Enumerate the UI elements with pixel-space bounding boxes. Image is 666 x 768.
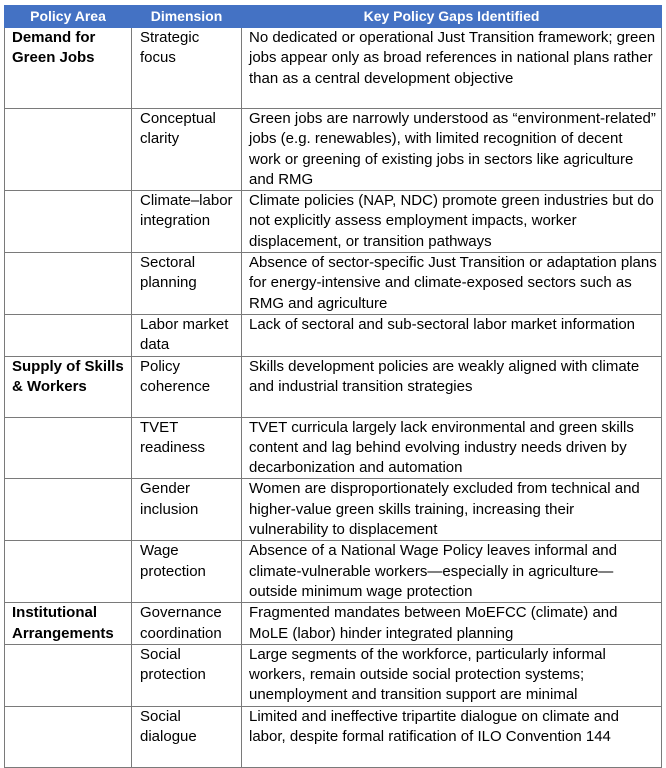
dimension-cell: Policy coherence [132, 356, 242, 417]
gap-cell: Women are disproportionately excluded from technical and higher-value green skills training, increasing their vulnerability to displacement [242, 479, 662, 541]
table-row [5, 706, 662, 767]
header-policy-area: Policy Area [5, 6, 132, 28]
gap-cell: Limited and ineffective tripartite dialogue on climate and labor, despite formal ratification of ILO Convention 144 [242, 706, 662, 767]
dimension-cell: TVET readiness [132, 417, 242, 479]
policy-area-cell [5, 109, 132, 191]
dimension-cell: Gender inclusion [132, 479, 242, 541]
dimension-cell: Wage protection [132, 541, 242, 603]
gap-cell: No dedicated or operational Just Transition framework; green jobs appear only as broad references in national plans rather than as a central development objective [242, 28, 662, 109]
table-row [5, 28, 662, 109]
policy-area-cell: Supply of Skills & Workers [5, 356, 132, 417]
header-dimension: Dimension [132, 6, 242, 28]
header-key-policy-gaps: Key Policy Gaps Identified [242, 6, 662, 28]
gap-cell: Fragmented mandates between MoEFCC (climate) and MoLE (labor) hinder integrated planning [242, 603, 662, 645]
dimension-cell: Strategic focus [132, 28, 242, 109]
dimension-cell: Sectoral planning [132, 253, 242, 315]
policy-area-cell [5, 706, 132, 767]
dimension-cell: Social protection [132, 644, 242, 706]
table-row [5, 109, 662, 191]
table-row [5, 479, 662, 541]
gap-cell: Skills development policies are weakly aligned with climate and industrial transition strategies [242, 356, 662, 417]
policy-area-cell [5, 479, 132, 541]
table-row [5, 253, 662, 315]
dimension-cell: Labor market data [132, 314, 242, 356]
dimension-cell: Climate–labor integration [132, 191, 242, 253]
table-row [5, 417, 662, 479]
table-row [5, 644, 662, 706]
gap-cell: Absence of sector-specific Just Transition or adaptation plans for energy-intensive and climate-exposed sectors such as RMG and agriculture [242, 253, 662, 315]
gap-cell: Climate policies (NAP, NDC) promote green industries but do not explicitly assess employment impacts, worker displacement, or transition pathways [242, 191, 662, 253]
dimension-cell: Social dialogue [132, 706, 242, 767]
policy-area-cell [5, 541, 132, 603]
dimension-cell: Conceptual clarity [132, 109, 242, 191]
table-header-row [5, 6, 662, 28]
policy-area-cell [5, 417, 132, 479]
gap-cell: Lack of sectoral and sub-sectoral labor market information [242, 314, 662, 356]
dimension-cell: Governance coordination [132, 603, 242, 645]
gap-cell: TVET curricula largely lack environmental and green skills content and lag behind evolving industry needs driven by decarbonization and automation [242, 417, 662, 479]
gap-cell: Large segments of the workforce, particularly informal workers, remain outside social protection systems; unemployment and transition support are minimal [242, 644, 662, 706]
gap-cell: Absence of a National Wage Policy leaves informal and climate-vulnerable workers—especially in agriculture—outside minimum wage protection [242, 541, 662, 603]
policy-area-cell [5, 191, 132, 253]
table-row [5, 314, 662, 356]
policy-gaps-table [4, 5, 662, 768]
policy-area-cell: Institutional Arrangements [5, 603, 132, 645]
table-row [5, 191, 662, 253]
gap-cell: Green jobs are narrowly understood as “environment-related” jobs (e.g. renewables), with limited recognition of decent work or greening of existing jobs in sectors like agriculture and RMG [242, 109, 662, 191]
policy-area-cell [5, 253, 132, 315]
table-row [5, 603, 662, 645]
policy-area-cell [5, 644, 132, 706]
table-row [5, 541, 662, 603]
table-row [5, 356, 662, 417]
policy-area-cell [5, 314, 132, 356]
policy-area-cell: Demand for Green Jobs [5, 28, 132, 109]
